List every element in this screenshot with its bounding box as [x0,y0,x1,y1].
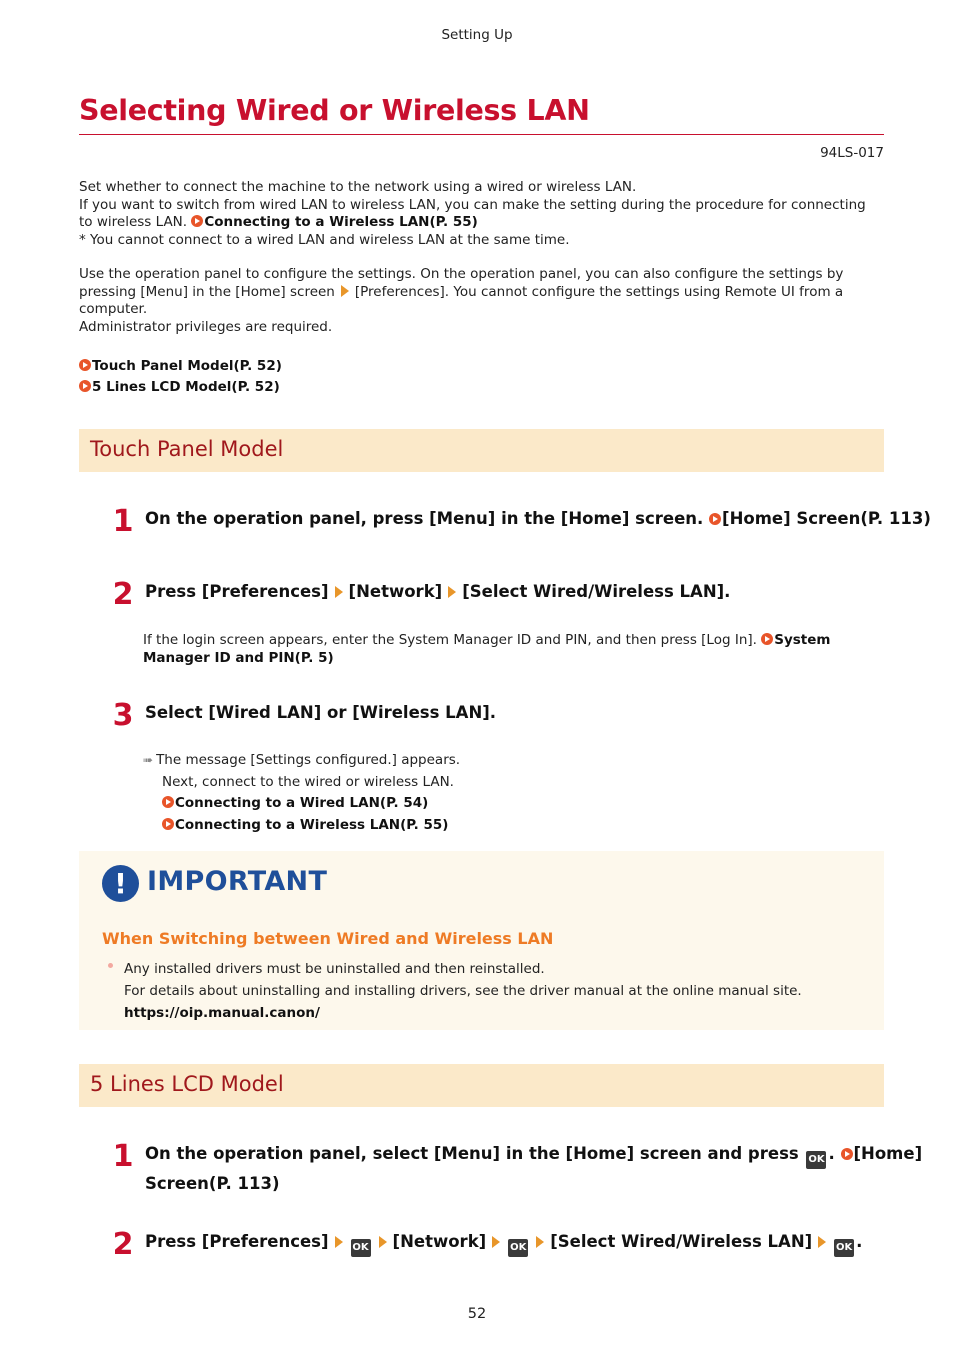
important-line-1: Any installed drivers must be uninstalled and then reinstalled. [124,961,545,977]
important-heading: When Switching between Wired and Wireless LAN [102,929,554,948]
triangle-arrow-icon [335,1236,343,1248]
triangle-arrow-icon [536,1236,544,1248]
step-number: 2 [112,1227,134,1262]
result-link-wireless[interactable] [143,815,460,837]
section-heading: 5 Lines LCD Model [90,1072,284,1096]
triangle-arrow-icon [341,285,349,297]
toc-link-touch[interactable]: Touch Panel Model(P. 52) [92,358,282,374]
panel-line-2-post: [Preferences]. You cannot configure the settings using Remote UI from a [354,283,844,300]
title-divider [79,134,884,135]
step-text [145,1227,862,1257]
period: . [828,1144,835,1163]
step-text [145,1139,922,1198]
toc-item-touch[interactable] [79,356,884,377]
important-label: IMPORTANT [147,866,328,897]
step2-note-text: If the login screen appears, enter the System Manager ID and PIN, and then press [Log In]. [143,632,762,648]
toc-item-lcd[interactable] [79,377,884,398]
step-number: 1 [112,1139,134,1174]
running-header: Setting Up [441,27,513,43]
link-arrow-icon [841,1148,853,1160]
system-manager-link-cont[interactable]: Manager ID and PIN(P. 5) [143,649,334,666]
bullet-icon [108,963,113,968]
doc-id: 94LS-017 [820,145,884,161]
step-number: 1 [112,504,134,539]
intro-line-4: * You cannot connect to a wired LAN and wireless LAN at the same time. [79,231,570,248]
result-link-wired[interactable] [143,793,460,815]
system-manager-link[interactable]: System [774,632,831,648]
exclamation-icon [102,865,139,902]
important-body [124,958,802,1024]
step2-note [143,632,863,667]
link-arrow-icon [162,796,174,808]
toc-link-lcd[interactable]: 5 Lines LCD Model(P. 52) [92,379,280,395]
step2-part-c: [Select Wired/Wireless LAN]. [462,582,731,601]
step-text [145,504,931,533]
intro-line-2: If you want to switch from wired LAN to wireless LAN, you can make the setting during the procedure for connecting [79,196,866,213]
lcd-step1-line-1 [145,1139,922,1169]
panel-line-2-pre: pressing [Menu] in the [Home] screen [79,283,335,300]
step2-part-b: [Network] [348,582,443,601]
lcd-step2-part-a: Press [Preferences] [145,1232,329,1251]
important-line-2: For details about uninstalling and installing drivers, see the driver manual at the online manual site. [124,983,802,999]
panel-line-1: Use the operation panel to configure the settings. On the operation panel, you can also configure the settings by [79,266,844,282]
result-arrow-icon: ➠ [143,753,154,767]
step2-part-a: Press [Preferences] [145,582,329,601]
step2-note-line-1 [143,632,863,650]
step-number: 3 [112,698,134,733]
section-heading: Touch Panel Model [90,437,284,461]
section-lcd [79,1064,884,1107]
ok-button-icon: OK [834,1239,854,1257]
period: . [856,1232,863,1251]
page-title: Selecting Wired or Wireless LAN [79,94,590,127]
result-line-2: Next, connect to the wired or wireless LAN. [162,773,454,790]
panel-line-3: computer. [79,301,148,317]
link-arrow-icon [191,215,203,227]
toc-links [79,356,884,398]
intro-line-3 [79,214,884,232]
page-number: 52 [467,1306,487,1322]
lcd-step2-part-b: [Network] [392,1232,487,1251]
ok-button-icon: OK [806,1151,826,1169]
link-arrow-icon [79,380,91,392]
intro-line-3-text: to wireless LAN. [79,214,192,230]
panel-line-2 [79,284,884,302]
home-screen-link-cont[interactable]: Screen(P. 113) [145,1174,280,1193]
wired-lan-link[interactable]: Connecting to a Wired LAN(P. 54) [175,795,429,811]
step3-result [143,750,460,836]
intro-line-1: Set whether to connect the machine to the network using a wired or wireless LAN. [79,179,637,195]
wireless-lan-link[interactable]: Connecting to a Wireless LAN(P. 55) [204,214,478,230]
triangle-arrow-icon [818,1236,826,1248]
intro-paragraph [79,179,884,249]
result-line-1 [143,750,460,772]
section-touch-panel [79,429,884,472]
lcd-step2-part-c: [Select Wired/Wireless LAN] [550,1232,813,1251]
step1-text: On the operation panel, press [Menu] in the [Home] screen. [145,509,710,528]
result-text-1: The message [Settings configured.] appears. [156,752,461,768]
panel-paragraph [79,266,884,336]
panel-line-4: Administrator privileges are required. [79,318,333,335]
ok-button-icon: OK [508,1239,528,1257]
home-screen-link[interactable]: [Home] [853,1144,923,1163]
link-arrow-icon [162,818,174,830]
ok-button-icon: OK [351,1239,371,1257]
step-number: 2 [112,577,134,612]
triangle-arrow-icon [448,586,456,598]
triangle-arrow-icon [335,586,343,598]
link-arrow-icon [79,359,91,371]
manual-url-link[interactable]: https://oip.manual.canon/ [124,1005,320,1021]
lcd-step1-text: On the operation panel, select [Menu] in the [Home] screen and press [145,1144,799,1163]
step-text: Select [Wired LAN] or [Wireless LAN]. [145,703,497,722]
triangle-arrow-icon [492,1236,500,1248]
wireless-lan-link[interactable]: Connecting to a Wireless LAN(P. 55) [175,816,449,833]
home-screen-link[interactable]: [Home] Screen(P. 113) [722,509,931,528]
link-arrow-icon [761,633,773,645]
link-arrow-icon [709,513,721,525]
step-text [145,577,730,606]
triangle-arrow-icon [379,1236,387,1248]
